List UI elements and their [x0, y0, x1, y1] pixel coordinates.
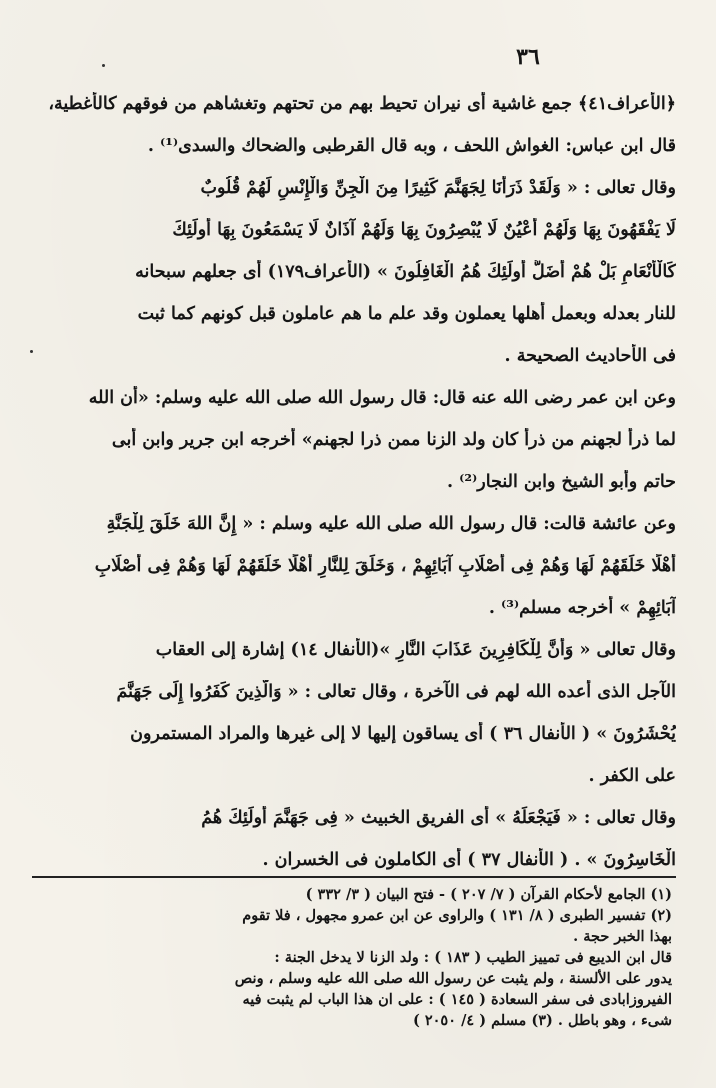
text-line: الْخَاسِرُونَ » . ( الأنفال ٣٧ ) أى الكاملون فى الخسران . — [262, 850, 676, 870]
footnote-divider — [32, 876, 676, 878]
text-line: يُحْشَرُونَ » ( الأنفال ٣٦ ) أى يساقون إليها لا إلى غيرها والمراد المستمرون — [130, 724, 676, 744]
text-line: لما ذرأ لجهنم من ذرأ كان ولد الزنا ممن ذرا لجهنم» أخرجه ابن جرير وابن أبى — [111, 430, 676, 450]
footnotes — [28, 884, 672, 1031]
footnote-line: بهذا الخبر حجة . — [573, 928, 672, 945]
text-line: حاتم وأبو الشيخ وابن النجار⁽²⁾ . — [447, 472, 676, 492]
page-number: ٣٦ — [516, 44, 540, 70]
text-line: آبَائِهِمْ » أخرجه مسلم⁽³⁾ . — [488, 598, 676, 618]
footnote-line: (١) الجامع لأحكام القرآن ( ٧/ ٢٠٧ ) - فتح البيان ( ٣/ ٣٣٢ ) — [305, 886, 672, 903]
text-line: للنار بعدله وبعمل أهلها يعملون وقد علم ما هم عاملون قبل كونهم كما ثبت — [137, 304, 676, 324]
paper-speck — [102, 64, 105, 67]
footnote-line: شىء ، وهو باطل . (٣) مسلم ( ٤/ ٢٠٥٠ ) — [412, 1012, 672, 1029]
text-line: على الكفر . — [588, 766, 676, 786]
text-line: قال ابن عباس: الغواش اللحف ، وبه قال القرطبى والضحاك والسدى⁽¹⁾ . — [147, 136, 676, 156]
footnote-line: الفيروزابادى فى سفر السعادة ( ١٤٥ ) : على ان هذا الباب لم يثبت فيه — [242, 991, 672, 1008]
body-text — [28, 92, 676, 890]
text-line: وقال تعالى : « فَيَجْعَلَهُ » أى الفريق الخبيث « فِى جَهَنَّمَ أُولَئِكَ هُمُ — [201, 808, 676, 828]
text-line: وعن عائشة قالت: قال رسول الله صلى الله عليه وسلم : « إِنَّ اللهَ خَلَقَ لِلْجَنَّةِ — [106, 514, 676, 534]
text-line: الآجل الذى أعده الله لهم فى الآخرة ، وقال تعالى : « وَالَّذِينَ كَفَرُوا إِلَى جَهَنَّمَ — [116, 682, 676, 702]
text-line: وقال تعالى : « وَلَقَدْ ذَرَأْنَا لِجَهَنَّمَ كَثِيرًا مِنَ الْجِنِّ وَالْإِنْسِ لَهُمْ قُلُوبٌ — [200, 178, 676, 198]
text-line: أَهْلًا خَلَقَهُمْ لَهَا وَهُمْ فِى أَصْلَابِ آبَائِهِمْ ، وَخَلَقَ لِلنَّارِ أَهْلًا خَلَقَهُمْ لَهَا وَهُمْ فِى أَصْلَابِ — [94, 556, 676, 576]
text-line: وقال تعالى « وَأَنَّ لِلْكَافِرِينَ عَذَابَ النَّارِ »(الأنفال ١٤) إشارة إلى العقاب — [155, 640, 676, 660]
text-line: فى الأحاديث الصحيحة . — [504, 346, 676, 366]
text-line: وعن ابن عمر رضى الله عنه قال: قال رسول الله صلى الله عليه وسلم: «أن الله — [88, 388, 676, 408]
footnote-line: (٢) تفسير الطبرى ( ٨/ ١٣١ ) والراوى عن ابن عمرو مجهول ، فلا تقوم — [242, 907, 672, 924]
text-line: ﴿الأعراف٤١﴾ جمع غاشية أى نيران تحيط بهم من تحتهم وتغشاهم من فوقهم كالأغطية، — [48, 94, 676, 114]
footnote-line: يدور على الألسنة ، ولم يثبت عن رسول الله صلى الله عليه وسلم ، ونص — [234, 970, 672, 987]
text-line: لَا يَفْقَهُونَ بِهَا وَلَهُمْ أَعْيُنٌ لَا يُبْصِرُونَ بِهَا وَلَهُمْ آذَانٌ لَا يَسْمَعُونَ بِهَا أُولَئِكَ — [172, 220, 676, 240]
footnote-line: قال ابن الديبع فى تمييز الطيب ( ١٨٣ ) : ولد الزنا لا يدخل الجنة : — [274, 949, 672, 966]
text-line: كَالْأَنْعَامِ بَلْ هُمْ أَضَلُّ أُولَئِكَ هُمُ الْغَافِلُونَ » (الأعراف١٧٩) أى جعلهم سبحانه — [135, 262, 676, 282]
